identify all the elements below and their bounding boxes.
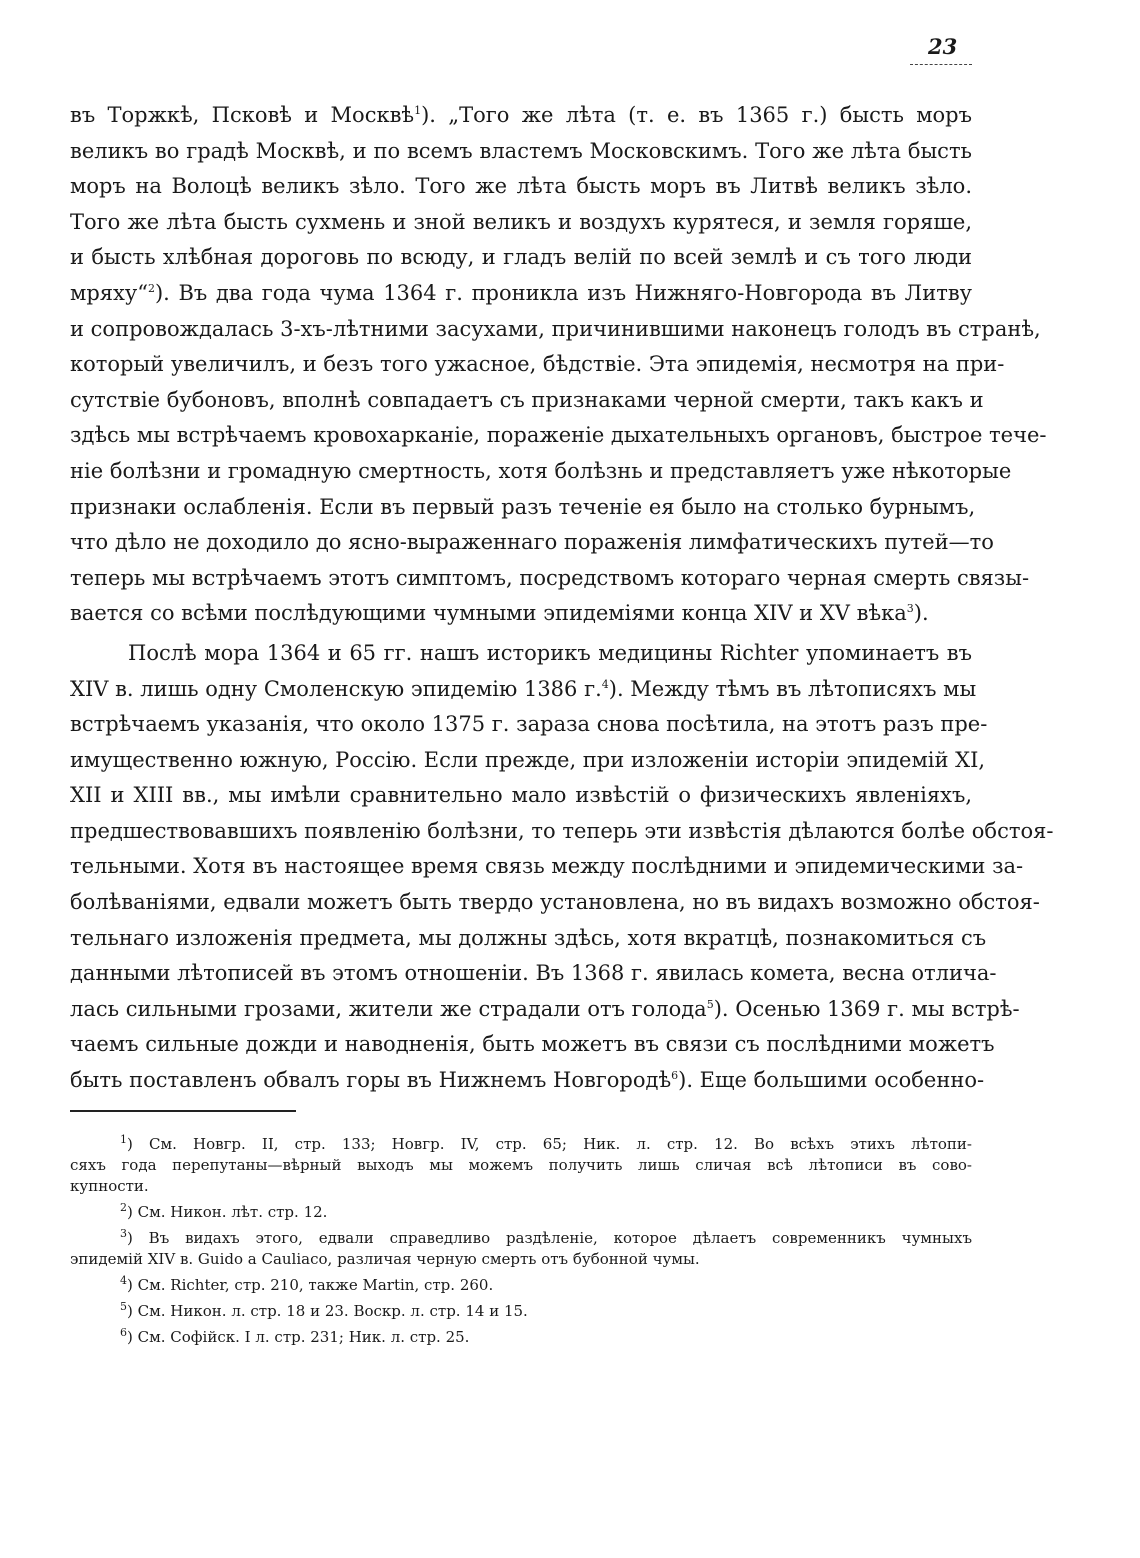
text-run: ). Осенью 1369 г. мы встрѣ- bbox=[713, 996, 1020, 1021]
text-run: что дѣло не доходило до ясно-выраженнаго пораженія лимфатическихъ путей—то bbox=[70, 530, 994, 555]
text-run: предшествовавшихъ появленію болѣзни, то теперь эти извѣстія дѣлаются болѣе обстоя- bbox=[70, 818, 1054, 843]
text-run: быть поставленъ обвалъ горы въ Нижнемъ Новгородѣ bbox=[70, 1068, 672, 1093]
footnote-marker: 6 bbox=[671, 1069, 679, 1083]
footnote-marker: 4 bbox=[601, 677, 609, 691]
text-line bbox=[70, 1027, 995, 1063]
text-run: ) См. Richter, стр. 210, также Martin, стр. 260. bbox=[127, 1276, 494, 1294]
footnote-marker: 3 bbox=[906, 602, 914, 616]
text-run: здѣсь мы встрѣчаемъ кровохарканіе, пораженіе дыхательныхъ органовъ, быстрое тече- bbox=[70, 423, 1047, 448]
text-run: Того же лѣта бысть сухмень и зной великъ и воздухъ курятеся, и земля горяше, bbox=[70, 209, 972, 234]
text-run: ). bbox=[913, 601, 929, 626]
text-line bbox=[70, 849, 1024, 885]
text-line bbox=[70, 1301, 972, 1322]
text-run: купности. bbox=[70, 1177, 149, 1195]
footnote-marker: 5 bbox=[706, 997, 714, 1011]
text-line bbox=[70, 1228, 972, 1249]
text-line bbox=[70, 1249, 972, 1270]
text-line bbox=[70, 490, 976, 526]
text-run: XII и XIII вв., мы имѣли сравнительно мало извѣстій о физическихъ явленіяхъ, bbox=[70, 783, 972, 808]
page-number-rule bbox=[910, 64, 972, 65]
text-line bbox=[70, 418, 1047, 454]
text-run: эпидемій XIV в. Guido a Cauliaco, различая черную смерть отъ бубонной чумы. bbox=[70, 1250, 700, 1268]
footnote-rule bbox=[70, 1110, 296, 1112]
page-number: 23 bbox=[928, 34, 958, 59]
text-run: мряху“ bbox=[70, 280, 148, 305]
text-line bbox=[70, 1202, 972, 1223]
text-run: теперь мы встрѣчаемъ этотъ симптомъ, посредствомъ котораго черная смерть связы- bbox=[70, 565, 1030, 590]
text-line bbox=[70, 383, 984, 419]
text-run: тельнаго изложенія предмета, мы должны здѣсь, хотя вкратцѣ, познакомиться съ bbox=[70, 925, 987, 950]
text-run: имущественно южную, Россію. Если прежде, при изложеніи исторіи эпидемій XI, bbox=[70, 747, 986, 772]
text-line bbox=[70, 636, 972, 672]
text-run: ) Въ видахъ этого, едвали справедливо раздѣленіе, которое дѣлаетъ современникъ чумныхъ bbox=[127, 1229, 972, 1247]
text-line bbox=[70, 454, 1012, 490]
paragraph bbox=[70, 98, 1047, 632]
footnote bbox=[70, 1275, 972, 1296]
text-line bbox=[70, 561, 1030, 597]
text-run: ) См. Софійск. I л. стр. 231; Ник. л. стр. 25. bbox=[127, 1328, 470, 1346]
text-line bbox=[70, 1275, 972, 1296]
text-run: чаемъ сильные дожди и наводненія, быть можетъ въ связи съ послѣдними можетъ bbox=[70, 1032, 995, 1057]
text-run: въ Торжкѣ, Псковѣ и Москвѣ bbox=[70, 103, 415, 127]
footnote-marker: 2 bbox=[147, 281, 155, 295]
footnotes bbox=[70, 1134, 972, 1348]
footnote-marker: 6 bbox=[120, 1326, 127, 1339]
text-line bbox=[70, 205, 972, 241]
text-run: сутствіе бубоновъ, вполнѣ совпадаетъ съ признаками черной смерти, такъ какъ и bbox=[70, 387, 984, 412]
paragraph bbox=[70, 636, 1054, 1099]
text-line bbox=[70, 347, 1005, 383]
text-line bbox=[70, 814, 1054, 850]
text-line bbox=[70, 98, 972, 134]
text-line bbox=[70, 1063, 985, 1099]
text-line bbox=[70, 672, 977, 708]
text-run: который увеличилъ, и безъ того ужасное, бѣдствіе. Эта эпидемія, несмотря на при- bbox=[70, 352, 1005, 377]
text-run: и сопровождалась 3-хъ-лѣтними засухами, причинившими наконецъ голодъ въ странѣ, bbox=[70, 316, 1041, 341]
text-line bbox=[70, 240, 972, 276]
text-line bbox=[70, 921, 987, 957]
text-run: моръ на Волоцѣ великъ зѣло. Того же лѣта бысть моръ въ Литвѣ великъ зѣло. bbox=[70, 174, 972, 199]
text-line bbox=[70, 1176, 972, 1197]
text-run: ). Въ два года чума 1364 г. проникла изъ Нижняго-Новгорода въ Литву bbox=[154, 280, 972, 305]
footnote bbox=[70, 1301, 972, 1322]
text-line bbox=[70, 276, 972, 312]
text-run: Послѣ мора 1364 и 65 гг. нашъ историкъ медицины Richter упоминаетъ въ bbox=[128, 640, 972, 665]
text-run: ) См. Новгр. II, стр. 133; Новгр. IV, стр. 65; Ник. л. стр. 12. Во всѣхъ этихъ лѣтопи- bbox=[127, 1135, 972, 1153]
footnote bbox=[70, 1228, 972, 1270]
footnote-marker: 3 bbox=[120, 1227, 127, 1240]
text-line bbox=[70, 1155, 972, 1176]
text-run: данными лѣтописей въ этомъ отношеніи. Въ 1368 г. явилась комета, весна отлича- bbox=[70, 961, 997, 986]
text-run: сяхъ года перепутаны—вѣрный выходъ мы можемъ получить лишь сличая всѣ лѣтописи въ сово- bbox=[70, 1156, 972, 1174]
text-line bbox=[70, 312, 1041, 348]
footnote bbox=[70, 1134, 972, 1197]
text-line bbox=[70, 596, 972, 632]
text-run: ). Между тѣмъ въ лѣтописяхъ мы bbox=[608, 676, 977, 701]
text-run: ) См. Никон. л. стр. 18 и 23. Воскр. л. стр. 14 и 15. bbox=[127, 1302, 528, 1320]
text-line bbox=[70, 992, 1020, 1028]
text-line bbox=[70, 169, 972, 205]
text-line bbox=[70, 778, 972, 814]
text-run: лась сильными грозами, жители же страдали отъ голода bbox=[70, 996, 707, 1021]
footnote-marker: 4 bbox=[120, 1274, 127, 1287]
text-line bbox=[70, 1134, 972, 1155]
text-line bbox=[70, 956, 997, 992]
footnote bbox=[70, 1327, 972, 1348]
text-run: признаки ослабленія. Если въ первый разъ теченіе ея было на столько бурнымъ, bbox=[70, 494, 976, 519]
body-text bbox=[70, 98, 1054, 1099]
footnote-marker: 2 bbox=[120, 1201, 127, 1214]
text-run: вается со всѣми послѣдующими чумными эпидеміями конца XIV и XV вѣка bbox=[70, 601, 907, 626]
text-run: XIV в. лишь одну Смоленскую эпидемію 1386 г. bbox=[70, 676, 602, 701]
text-run: ) См. Никон. лѣт. стр. 12. bbox=[127, 1203, 328, 1221]
text-run: тельными. Хотя въ настоящее время связь между послѣдними и эпидемическими за- bbox=[70, 854, 1024, 879]
text-line bbox=[70, 743, 986, 779]
text-run: великъ во градѣ Москвѣ, и по всемъ властемъ Московскимъ. Того же лѣта бысть bbox=[70, 138, 972, 163]
footnote-marker: 1 bbox=[414, 104, 422, 117]
text-run: встрѣчаемъ указанія, что около 1375 г. зараза снова посѣтила, на этотъ разъ пре- bbox=[70, 712, 988, 737]
text-run: болѣваніями, едвали можетъ быть твердо установлена, но въ видахъ возможно обстоя- bbox=[70, 890, 1040, 915]
text-run: ). „Того же лѣта (т. е. въ 1365 г.) бысть моръ bbox=[421, 103, 972, 127]
text-line bbox=[70, 525, 994, 561]
footnote bbox=[70, 1202, 972, 1223]
text-line bbox=[70, 707, 988, 743]
text-line bbox=[70, 134, 972, 170]
text-line bbox=[70, 1327, 972, 1348]
footnote-marker: 1 bbox=[120, 1133, 127, 1146]
text-run: ). Еще большими особенно- bbox=[678, 1068, 985, 1093]
text-run: и бысть хлѣбная дороговь по всюду, и гладъ велій по всей землѣ и съ того люди bbox=[70, 245, 972, 270]
text-run: ніе болѣзни и громадную смертность, хотя болѣзнь и представляетъ уже нѣкоторые bbox=[70, 458, 1012, 483]
text-line bbox=[70, 885, 1040, 921]
footnote-marker: 5 bbox=[120, 1300, 127, 1313]
